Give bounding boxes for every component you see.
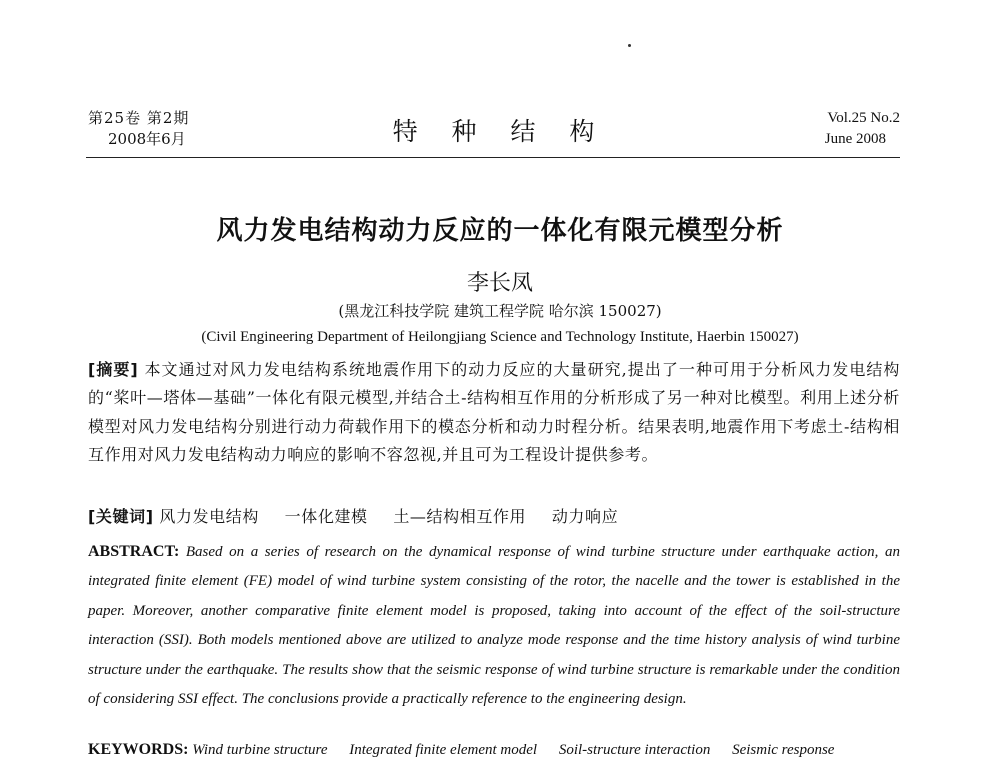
volume-en: Vol.25 No.2: [827, 110, 900, 126]
keyword-cn: 风力发电结构: [159, 507, 259, 526]
date-en: June 2008: [824, 131, 886, 147]
abstract-cn: [88, 356, 900, 470]
keywords-cn: [88, 503, 900, 531]
abstract-cn-label: [摘要]: [88, 360, 139, 379]
date-cn: 2008年6月: [108, 130, 186, 148]
keyword-cn: 土—结构相互作用: [393, 507, 527, 526]
abstract-cn-text: 本文通过对风力发电结构系统地震作用下的动力反应的大量研究,提出了一种可用于分析风力发电结构的“桨叶—塔体—基础”一体化有限元模型,并结合土-结构相互作用的分析形成了另一种对比模型。利用上述分析模型对风力发电结构分别进行动力荷载作用下的模态分析和动力时程分析。结果表明,地震作用下考虑土-结构相互作用对风力发电结构动力响应的影响不容忽视,并且可为工程设计提供参考。: [88, 360, 901, 465]
keyword-cn: 一体化建模: [284, 507, 368, 526]
keyword-cn: 动力响应: [551, 507, 619, 526]
keywords-en: [88, 738, 900, 762]
header-left: [88, 108, 189, 150]
keyword-en: Wind turbine structure: [192, 742, 328, 758]
abstract-en-text: Based on a series of research on the dynamical response of wind turbine structure under earthquake action, an integrated finite element (FE) model of wind turbine system consisting of the rotor, the nacelle and the tower is established in the paper. Moreover, another comparative finite element model is proposed, taking into account of the effect of the soil-structure interaction (SSI). Both models mentioned above are utilized to analyze mode response and the time history analysis of wind turbine structure under the earthquake. The results show that the seismic response of wind turbine structure is remarkable under the condition of considering SSI effect. The conclusions provide a practically reference to the engineering design.: [88, 544, 901, 708]
keywords-cn-label: [关键词]: [88, 507, 154, 526]
affiliation-en: (Civil Engineering Department of Heilongjiang Science and Technology Institute, Haerbin 150027): [201, 329, 799, 345]
journal-name: 特 种 结 构: [392, 117, 608, 146]
keyword-en: Integrated finite element model: [349, 742, 538, 758]
author: 李长凤: [466, 271, 533, 296]
scan-speck: [628, 44, 631, 47]
affiliation-cn: (黑龙江科技学院 建筑工程学院 哈尔滨 150027): [338, 302, 662, 320]
paper-title: 风力发电结构动力反应的一体化有限元模型分析: [216, 216, 784, 246]
volume-cn: 第25卷 第2期: [88, 109, 190, 127]
abstract-en-label: ABSTRACT:: [88, 543, 180, 560]
abstract-en: [88, 537, 900, 714]
header-right: [825, 108, 900, 150]
keyword-en: Seismic response: [732, 742, 835, 758]
keywords-en-label: KEYWORDS:: [88, 741, 189, 758]
keyword-en: Soil-structure interaction: [558, 742, 711, 758]
header-rule: [86, 157, 900, 158]
